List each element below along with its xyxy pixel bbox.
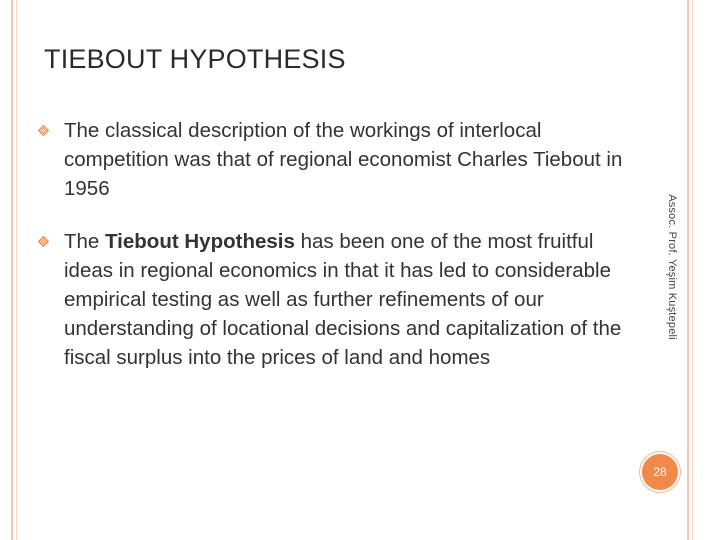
footer-author: [662, 186, 682, 348]
bullet-text-suffix: has been one of the most fruitful ideas in regional economics in that it has led to considerable empirical testing as well as further refinements of our understanding of locational decisions and capitalization of the fiscal surplus into the prices of land and homes: [64, 230, 622, 369]
left-frame-line-inner: [16, 0, 17, 540]
hollow-diamond-bullet-icon: [38, 125, 49, 136]
bullet-list: [38, 116, 638, 372]
bullet-text-prefix: The: [64, 230, 106, 253]
left-frame-line: [11, 0, 13, 540]
bullet-text: The classical description of the workings of interlocal competition was that of regional economist Charles Tiebout in 1956: [64, 119, 623, 200]
right-frame-line: [687, 0, 689, 540]
right-frame-line-inner: [692, 0, 693, 540]
bullet-text-bold: Tiebout Hypothesis: [105, 230, 295, 253]
footer-author-text: Assoc. Prof. Yeşim Kuştepeli: [666, 194, 678, 340]
hollow-diamond-bullet-icon: [38, 236, 49, 247]
bullet-item: [38, 227, 638, 372]
page-number-badge: 28: [642, 454, 678, 490]
bullet-item: [38, 116, 638, 203]
slide-title: TIEBOUT HYPOTHESIS: [44, 44, 346, 74]
